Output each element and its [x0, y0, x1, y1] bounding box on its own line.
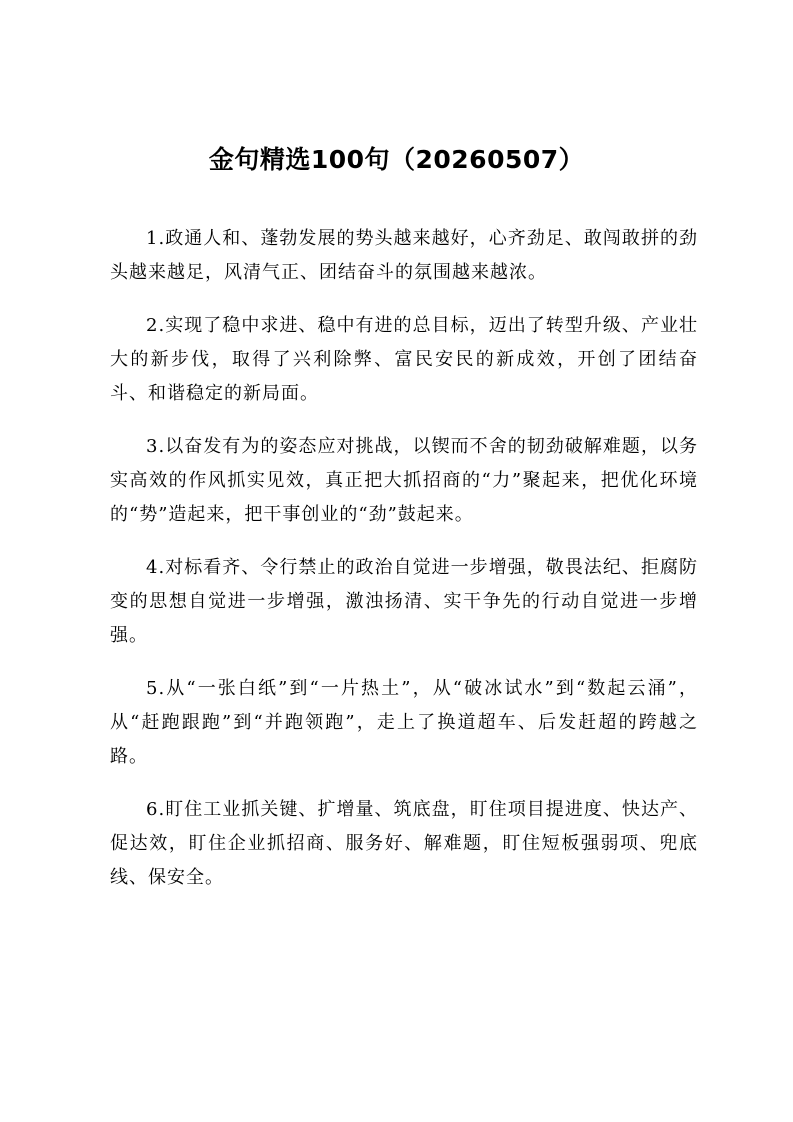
document-body	[110, 222, 698, 914]
document-title: 金句精选100句（20260507）	[208, 145, 585, 174]
paragraph-4: 4.对标看齐、令行禁止的政治自觉进一步增强，敬畏法纪、拒腐防变的思想自觉进一步增强，激浊扬清、实干争先的行动自觉进一步增强。	[110, 557, 698, 646]
paragraph-3: 3.以奋发有为的姿态应对挑战，以锲而不舍的韧劲破解难题，以务实高效的作风抓实见效，真正把大抓招商的“力”聚起来，把优化环境的“势”造起来，把干事创业的“劲”鼓起来。	[110, 436, 698, 525]
paragraph-1: 1.政通人和、蓬勃发展的势头越来越好，心齐劲足、敢闯敢拼的劲头越来越足，风清气正、团结奋斗的氛围越来越浓。	[110, 228, 698, 283]
paragraph-5: 5.从“一张白纸”到“一片热土”，从“破冰试水”到“数起云涌”，从“赶跑跟跑”到“并跑领跑”，走上了换道超车、后发赶超的跨越之路。	[110, 678, 698, 767]
paragraph-6: 6.盯住工业抓关键、扩增量、筑底盘，盯住项目提进度、快达产、促达效，盯住企业抓招商、服务好、解难题，盯住短板强弱项、兜底线、保安全。	[110, 799, 698, 888]
paragraph-2: 2.实现了稳中求进、稳中有进的总目标，迈出了转型升级、产业壮大的新步伐，取得了兴利除弊、富民安民的新成效，开创了团结奋斗、和谐稳定的新局面。	[110, 315, 698, 404]
